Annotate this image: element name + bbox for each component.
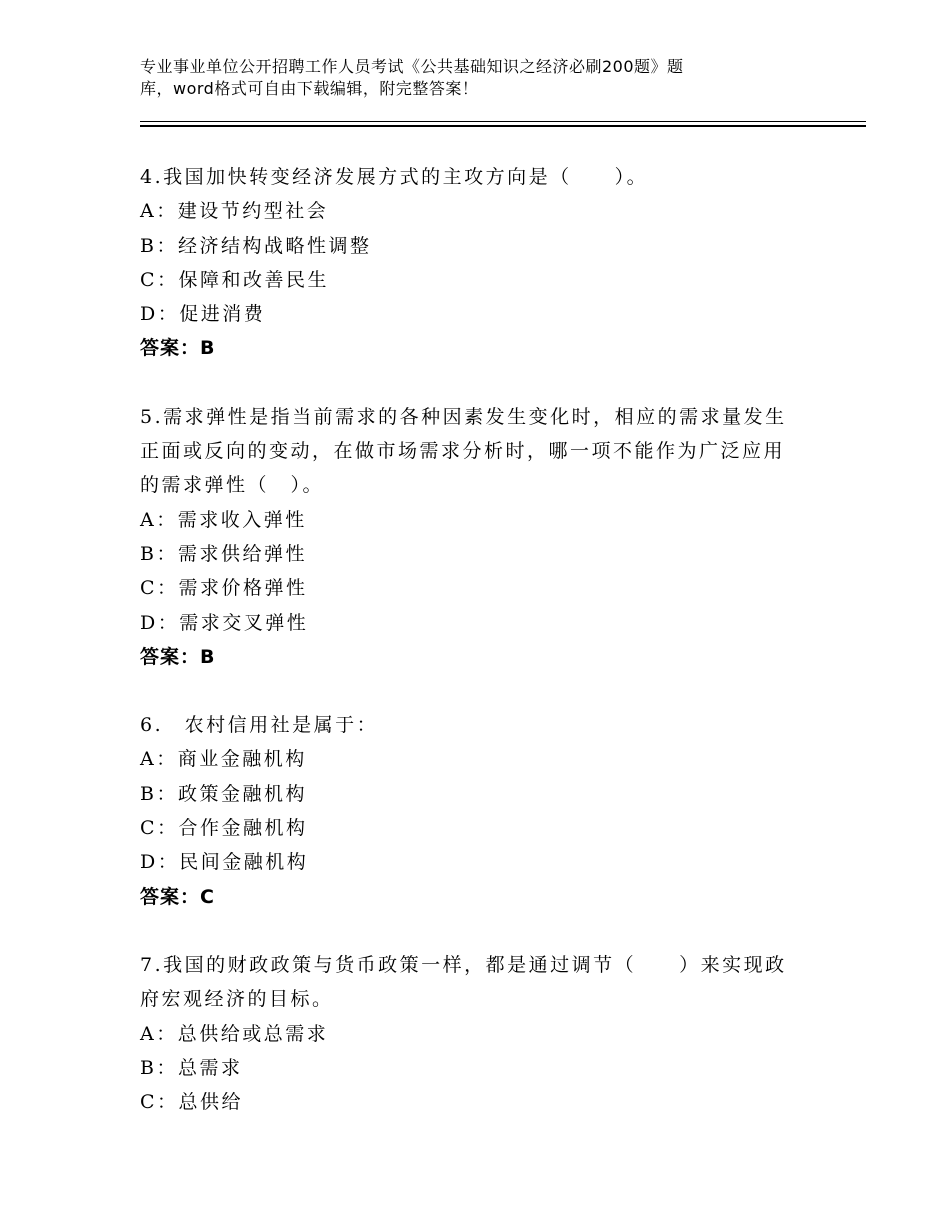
question-7 — [140, 948, 820, 1119]
question-text-line-1: 5.需求弹性是指当前需求的各种因素发生变化时，相应的需求量发生 — [140, 405, 787, 428]
header-title-line-2: 库，word格式可自由下载编辑，附完整答案！ — [140, 79, 479, 98]
spacer — [140, 674, 820, 708]
question-6 — [140, 708, 820, 914]
question-text-line-2: 正面或反向的变动，在做市场需求分析时，哪一项不能作为广泛应用 — [140, 440, 786, 463]
option-b: B：总需求 — [140, 1056, 243, 1079]
answer-label: 答案：C — [140, 885, 215, 908]
option-a: A：总供给或总需求 — [140, 1022, 329, 1045]
option-b: B：需求供给弹性 — [140, 542, 307, 565]
question-text: 6. 农村信用社是属于： — [140, 714, 379, 737]
header-divider-thick — [140, 125, 866, 127]
document-header — [140, 56, 780, 100]
header-title-line-1: 专业事业单位公开招聘工作人员考试《公共基础知识之经济必刷200题》题 — [140, 57, 684, 76]
question-5 — [140, 400, 820, 674]
option-b: B：政策金融机构 — [140, 782, 307, 805]
spacer — [140, 914, 820, 948]
answer-label: 答案：B — [140, 645, 216, 668]
question-text-line-1: 7.我国的财政政策与货币政策一样，都是通过调节（ ）来实现政 — [140, 953, 787, 976]
question-text: 4.我国加快转变经济发展方式的主攻方向是（ ）。 — [140, 166, 649, 188]
spacer — [140, 366, 820, 400]
option-c: C：总供给 — [140, 1091, 244, 1114]
question-text-line-2: 府宏观经济的目标。 — [140, 988, 334, 1011]
option-c: C：合作金融机构 — [140, 817, 308, 840]
option-d: D：需求交叉弹性 — [140, 611, 309, 634]
option-c: C：保障和改善民生 — [140, 268, 330, 291]
option-c: C：需求价格弹性 — [140, 577, 308, 600]
option-d: D：民间金融机构 — [140, 851, 309, 874]
answer-label: 答案：B — [140, 337, 216, 360]
option-b: B：经济结构战略性调整 — [140, 234, 372, 257]
header-divider-thin — [140, 121, 866, 122]
option-d: D：促进消费 — [140, 303, 266, 326]
option-a: A：商业金融机构 — [140, 748, 307, 771]
question-4 — [140, 160, 820, 366]
question-text-line-3: 的需求弹性（ ）。 — [140, 474, 325, 497]
question-list — [140, 160, 820, 1119]
option-a: A：建设节约型社会 — [140, 200, 329, 223]
option-a: A：需求收入弹性 — [140, 508, 307, 531]
